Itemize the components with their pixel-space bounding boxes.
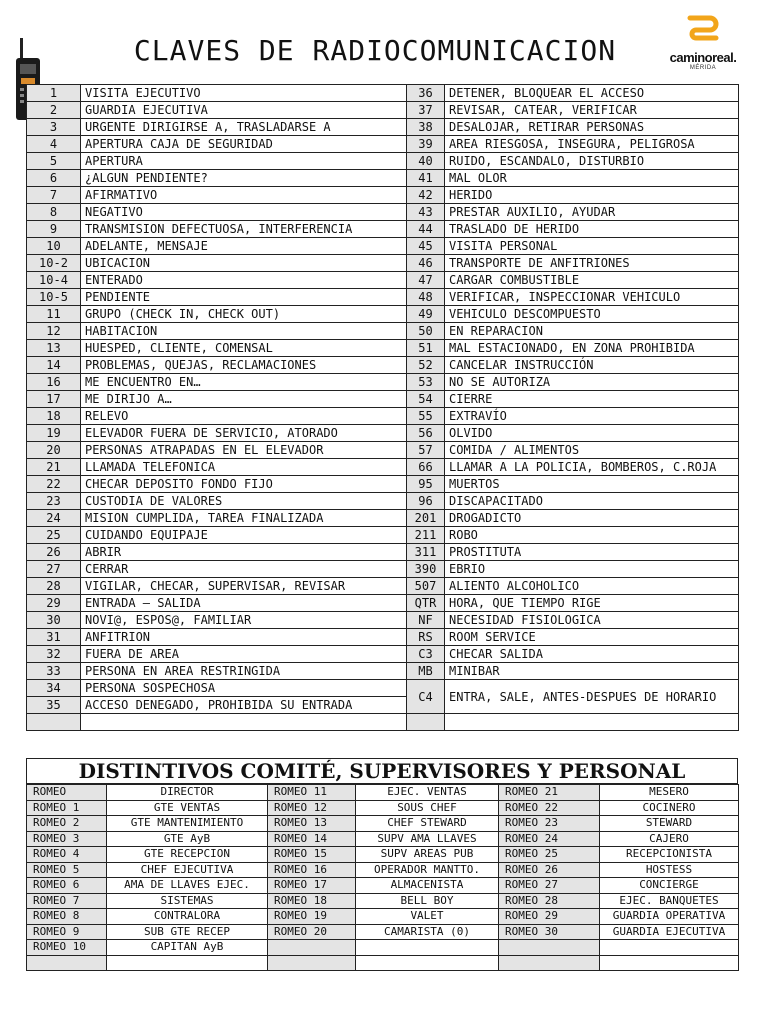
empty-cell [499,955,600,971]
code-number: 46 [407,255,445,272]
code-number: 9 [27,221,81,238]
code-row [27,85,739,102]
code-number: 16 [27,374,81,391]
code-number: 4 [27,136,81,153]
code-number: 32 [27,646,81,663]
code-row [27,357,739,374]
empty-cell [407,714,445,731]
callsign: ROMEO 21 [499,785,600,801]
code-description: TRASLADO DE HERIDO [445,221,739,238]
code-row [27,629,739,646]
code-description: PERSONA EN AREA RESTRINGIDA [81,663,407,680]
role: OPERADOR MANTTO. [356,862,499,878]
code-description: FUERA DE AREA [81,646,407,663]
code-description: LLAMAR A LA POLICIA, BOMBEROS, C.ROJA [445,459,739,476]
callsign: ROMEO 25 [499,847,600,863]
empty-cell [356,940,499,956]
role: GTE AyB [107,831,268,847]
code-number: 57 [407,442,445,459]
code-row [27,391,739,408]
personnel-row [27,831,739,847]
callsign: ROMEO 10 [27,940,107,956]
code-row [27,544,739,561]
code-number: 38 [407,119,445,136]
logo [668,14,738,84]
code-description: CIERRE [445,391,739,408]
code-row [27,595,739,612]
code-number: 7 [27,187,81,204]
code-row [27,255,739,272]
role: GTE VENTAS [107,800,268,816]
code-description: ME ENCUENTRO EN… [81,374,407,391]
code-row [27,323,739,340]
code-number: 14 [27,357,81,374]
code-number: 22 [27,476,81,493]
code-description: NEGATIVO [81,204,407,221]
code-row [27,187,739,204]
code-number: 10-2 [27,255,81,272]
code-number: 20 [27,442,81,459]
code-description: PROBLEMAS, QUEJAS, RECLAMACIONES [81,357,407,374]
personnel-row [27,924,739,940]
code-description: GUARDIA EJECUTIVA [81,102,407,119]
code-description: REVISAR, CATEAR, VERIFICAR [445,102,739,119]
role: GUARDIA OPERATIVA [600,909,739,925]
code-number: 11 [27,306,81,323]
code-description: GRUPO (CHECK IN, CHECK OUT) [81,306,407,323]
code-number: C4 [407,680,445,714]
code-description: ANFITRION [81,629,407,646]
code-description: PERSONA SOSPECHOSA [81,680,407,697]
code-number: 6 [27,170,81,187]
role: EJEC. BANQUETES [600,893,739,909]
code-description: COMIDA / ALIMENTOS [445,442,739,459]
empty-cell [600,940,739,956]
code-number: 95 [407,476,445,493]
code-number: 29 [27,595,81,612]
code-row [27,102,739,119]
callsign: ROMEO 8 [27,909,107,925]
callsign: ROMEO 12 [268,800,356,816]
role: ALMACENISTA [356,878,499,894]
code-row [27,527,739,544]
callsign: ROMEO 11 [268,785,356,801]
role: GTE MANTENIMIENTO [107,816,268,832]
callsign: ROMEO 9 [27,924,107,940]
code-number: 30 [27,612,81,629]
empty-cell [268,955,356,971]
code-number: 311 [407,544,445,561]
empty-cell [27,714,81,731]
code-number: 1 [27,85,81,102]
role: SISTEMAS [107,893,268,909]
code-description: LLAMADA TELEFONICA [81,459,407,476]
role: CHEF STEWARD [356,816,499,832]
code-number: 8 [27,204,81,221]
code-description: TRANSPORTE DE ANFITRIONES [445,255,739,272]
code-number: 50 [407,323,445,340]
code-description: CANCELAR INSTRUCCIÓN [445,357,739,374]
code-number: 24 [27,510,81,527]
code-description: VISITA PERSONAL [445,238,739,255]
code-description: URGENTE DIRIGIRSE A, TRASLADARSE A [81,119,407,136]
code-row [27,289,739,306]
code-number: 55 [407,408,445,425]
code-row [27,476,739,493]
callsign: ROMEO 3 [27,831,107,847]
role: SUPV AREAS PUB [356,847,499,863]
code-description: HORA, QUE TIEMPO RIGE [445,595,739,612]
role: CAMARISTA (0) [356,924,499,940]
code-row [27,663,739,680]
personnel-row [27,878,739,894]
empty-cell [27,955,107,971]
code-description: ROBO [445,527,739,544]
code-number: 33 [27,663,81,680]
code-number: 48 [407,289,445,306]
callsign: ROMEO 20 [268,924,356,940]
code-description: ABRIR [81,544,407,561]
role: MESERO [600,785,739,801]
role: CAJERO [600,831,739,847]
code-description: NO SE AUTORIZA [445,374,739,391]
role: RECEPCIONISTA [600,847,739,863]
code-row [27,238,739,255]
role: CAPITAN AyB [107,940,268,956]
code-number: 12 [27,323,81,340]
code-number: 40 [407,153,445,170]
callsign: ROMEO 4 [27,847,107,863]
page-title: CLAVES DE RADIOCOMUNICACION [133,34,617,67]
code-number: 53 [407,374,445,391]
code-number: 36 [407,85,445,102]
code-description: PERSONAS ATRAPADAS EN EL ELEVADOR [81,442,407,459]
code-row [27,221,739,238]
callsign: ROMEO 15 [268,847,356,863]
code-number: 25 [27,527,81,544]
code-number: 56 [407,425,445,442]
code-description: VIGILAR, CHECAR, SUPERVISAR, REVISAR [81,578,407,595]
code-description: ALIENTO ALCOHOLICO [445,578,739,595]
role: AMA DE LLAVES EJEC. [107,878,268,894]
code-description: ENTRA, SALE, ANTES-DESPUES DE HORARIO [445,680,739,714]
code-number: 390 [407,561,445,578]
code-number: 27 [27,561,81,578]
code-description: CHECAR SALIDA [445,646,739,663]
code-description: MAL OLOR [445,170,739,187]
code-description: CHECAR DEPOSITO FONDO FIJO [81,476,407,493]
code-number: 10 [27,238,81,255]
code-description: ENTERADO [81,272,407,289]
code-number: RS [407,629,445,646]
callsign: ROMEO 5 [27,862,107,878]
code-description: OLVIDO [445,425,739,442]
personnel-row [27,862,739,878]
code-number: 35 [27,697,81,714]
role: DIRECTOR [107,785,268,801]
callsign: ROMEO 7 [27,893,107,909]
code-row [27,646,739,663]
role: EJEC. VENTAS [356,785,499,801]
code-description: CUIDANDO EQUIPAJE [81,527,407,544]
code-row [27,153,739,170]
code-row [27,459,739,476]
role: SUPV AMA LLAVES [356,831,499,847]
code-number: MB [407,663,445,680]
callsign: ROMEO 26 [499,862,600,878]
code-row [27,136,739,153]
logo-name: caminoreal. [669,50,737,65]
code-description: CERRAR [81,561,407,578]
code-description: MAL ESTACIONADO, EN ZONA PROHIBIDA [445,340,739,357]
code-description: AFIRMATIVO [81,187,407,204]
code-number: 34 [27,680,81,697]
code-number: 45 [407,238,445,255]
code-number: QTR [407,595,445,612]
code-number: 21 [27,459,81,476]
empty-cell [445,714,739,731]
callsign: ROMEO 6 [27,878,107,894]
code-description: MUERTOS [445,476,739,493]
code-description: ¿ALGUN PENDIENTE? [81,170,407,187]
callsign: ROMEO 16 [268,862,356,878]
code-description: AREA RIESGOSA, INSEGURA, PELIGROSA [445,136,739,153]
personnel-section-title: DISTINTIVOS COMITÉ, SUPERVISORES Y PERSONAL [26,758,738,784]
personnel-row [27,955,739,971]
callsign: ROMEO 23 [499,816,600,832]
code-number: NF [407,612,445,629]
code-row [27,272,739,289]
code-number: 39 [407,136,445,153]
code-description: DESALOJAR, RETIRAR PERSONAS [445,119,739,136]
callsign: ROMEO 29 [499,909,600,925]
code-row [27,442,739,459]
code-description: RELEVO [81,408,407,425]
code-row [27,714,739,731]
code-row [27,612,739,629]
personnel-row [27,940,739,956]
code-description: MINIBAR [445,663,739,680]
code-description: CUSTODIA DE VALORES [81,493,407,510]
callsign: ROMEO 28 [499,893,600,909]
code-description: NOVI@, ESPOS@, FAMILIAR [81,612,407,629]
code-description: MISION CUMPLIDA, TAREA FINALIZADA [81,510,407,527]
role: STEWARD [600,816,739,832]
code-description: HERIDO [445,187,739,204]
code-description: APERTURA [81,153,407,170]
code-number: 31 [27,629,81,646]
code-number: 5 [27,153,81,170]
callsign: ROMEO 22 [499,800,600,816]
code-description: CARGAR COMBUSTIBLE [445,272,739,289]
code-description: UBICACION [81,255,407,272]
code-number: 507 [407,578,445,595]
code-description: DETENER, BLOQUEAR EL ACCESO [445,85,739,102]
code-number: 66 [407,459,445,476]
code-description: RUIDO, ESCANDALO, DISTURBIO [445,153,739,170]
code-row [27,408,739,425]
code-row [27,680,739,697]
callsign: ROMEO 17 [268,878,356,894]
personnel-row [27,893,739,909]
role: SUB GTE RECEP [107,924,268,940]
code-number: 211 [407,527,445,544]
code-number: 3 [27,119,81,136]
code-number: 23 [27,493,81,510]
code-number: 37 [407,102,445,119]
personnel-table [26,784,739,971]
code-row [27,493,739,510]
code-description: PROSTITUTA [445,544,739,561]
code-description: ADELANTE, MENSAJE [81,238,407,255]
role: CONTRALORA [107,909,268,925]
code-description: NECESIDAD FISIOLOGICA [445,612,739,629]
role: CHEF EJECUTIVA [107,862,268,878]
empty-cell [499,940,600,956]
code-description: PRESTAR AUXILIO, AYUDAR [445,204,739,221]
code-description: ACCESO DENEGADO, PROHIBIDA SU ENTRADA [81,697,407,714]
code-description: TRANSMISION DEFECTUOSA, INTERFERENCIA [81,221,407,238]
code-number: 19 [27,425,81,442]
code-number: 201 [407,510,445,527]
code-description: EBRIO [445,561,739,578]
code-description: ENTRADA – SALIDA [81,595,407,612]
code-number: 51 [407,340,445,357]
code-number: 13 [27,340,81,357]
code-number: 28 [27,578,81,595]
code-row [27,425,739,442]
code-description: PENDIENTE [81,289,407,306]
role: HOSTESS [600,862,739,878]
code-description: HABITACION [81,323,407,340]
code-description: ME DIRIJO A… [81,391,407,408]
callsign: ROMEO 14 [268,831,356,847]
code-row [27,561,739,578]
code-row [27,170,739,187]
code-description: EN REPARACION [445,323,739,340]
callsign: ROMEO 19 [268,909,356,925]
role: SOUS CHEF [356,800,499,816]
code-number: 26 [27,544,81,561]
callsign: ROMEO 27 [499,878,600,894]
code-description: VERIFICAR, INSPECCIONAR VEHICULO [445,289,739,306]
personnel-row [27,816,739,832]
callsign: ROMEO 18 [268,893,356,909]
code-description: EXTRAVÍO [445,408,739,425]
personnel-row [27,785,739,801]
empty-cell [268,940,356,956]
code-row [27,578,739,595]
code-number: 42 [407,187,445,204]
codes-table [26,84,739,731]
empty-cell [356,955,499,971]
logo-city: MÉRIDA [689,65,717,71]
code-row [27,119,739,136]
code-number: 41 [407,170,445,187]
callsign: ROMEO 2 [27,816,107,832]
callsign: ROMEO 30 [499,924,600,940]
code-description: ROOM SERVICE [445,629,739,646]
code-description: ELEVADOR FUERA DE SERVICIO, ATORADO [81,425,407,442]
code-number: 2 [27,102,81,119]
code-number: 96 [407,493,445,510]
code-number: 47 [407,272,445,289]
callsign: ROMEO [27,785,107,801]
empty-cell [600,955,739,971]
code-description: HUESPED, CLIENTE, COMENSAL [81,340,407,357]
code-row [27,374,739,391]
camino-real-logo-icon [686,14,720,44]
personnel-row [27,800,739,816]
code-number: 54 [407,391,445,408]
code-number: 18 [27,408,81,425]
role: COCINERO [600,800,739,816]
code-number: 52 [407,357,445,374]
code-number: 17 [27,391,81,408]
code-row [27,306,739,323]
empty-cell [81,714,407,731]
code-description: DROGADICTO [445,510,739,527]
code-row [27,204,739,221]
code-row [27,340,739,357]
code-row [27,510,739,527]
role: BELL BOY [356,893,499,909]
code-number: 49 [407,306,445,323]
role: GTE RECEPCION [107,847,268,863]
personnel-row [27,909,739,925]
code-number: 10-4 [27,272,81,289]
code-number: 43 [407,204,445,221]
callsign: ROMEO 13 [268,816,356,832]
code-number: 10-5 [27,289,81,306]
callsign: ROMEO 1 [27,800,107,816]
code-description: VISITA EJECUTIVO [81,85,407,102]
role: CONCIERGE [600,878,739,894]
empty-cell [107,955,268,971]
code-description: VEHICULO DESCOMPUESTO [445,306,739,323]
callsign: ROMEO 24 [499,831,600,847]
code-number: C3 [407,646,445,663]
code-number: 44 [407,221,445,238]
code-description: DISCAPACITADO [445,493,739,510]
role: VALET [356,909,499,925]
personnel-row [27,847,739,863]
code-description: APERTURA CAJA DE SEGURIDAD [81,136,407,153]
role: GUARDIA EJECUTIVA [600,924,739,940]
